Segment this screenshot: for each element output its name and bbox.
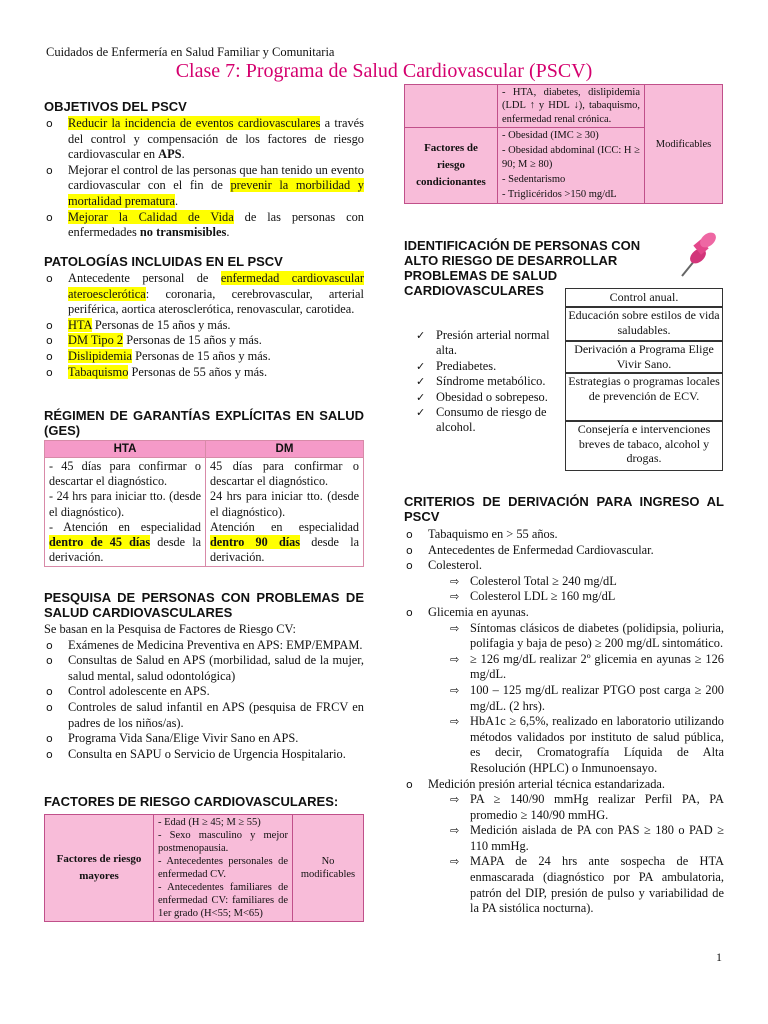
criterios-section: [404, 494, 724, 917]
check-item: ✓ Obesidad o sobrepeso.: [416, 389, 548, 404]
factores-section: [44, 794, 364, 922]
objetivo-item: o Reducir la incidencia de eventos cardiovasculares a través del control y compensación de los factores de riesgo cardiovascular en APS.: [44, 116, 364, 163]
check-item: ✓ Síndrome metabólico.: [416, 374, 546, 389]
patologia-item: o Tabaquismo Personas de 55 años y más.: [44, 365, 364, 381]
sub-criterio: ⇨ Medición aislada de PA con PAS ≥ 180 o PAD ≥ 110 mmHg.: [450, 823, 724, 853]
pesquisa-intro: Se basan en la Pesquisa de Factores de Riesgo CV:: [44, 622, 297, 636]
objetivo-item: o Mejorar el control de las personas que han tenido un evento cardiovascular con el fin de prevenir la morbilidad y mortalidad prematura.: [44, 163, 364, 210]
patologias-section: [44, 254, 364, 380]
arrow-right-icon: ⇨: [450, 824, 460, 838]
condicionantes-list: - Obesidad (IMC ≥ 30) - Obesidad abdominal (ICC: H ≥ 90; M ≥ 80) - Sedentarismo - Triglicéridos >150 mg/dL: [498, 128, 645, 204]
objetivos-heading: OBJETIVOS DEL PSCV: [44, 99, 187, 114]
arrow-right-icon: ⇨: [450, 715, 460, 729]
sub-criterio: ⇨ Colesterol LDL ≥ 160 mg/dL: [450, 589, 616, 604]
check-icon: ✓: [416, 390, 426, 404]
factores-mayores-table: [44, 814, 364, 922]
criterio-item: o Glicemia en ayunas. ⇨ Síntomas clásicos de diabetes (polidipsia, poliuria, polifagia y baja de peso) ≥ 200 mg/dL sintomático. ⇨ ≥ 126 mg/dL realizar 2º glicemia en ayunas ≥ 126 mg/dL. ⇨ 100 – 125 mg/dL realizar PTGO post carga ≥ 200 mg/dL. (2 hrs). ⇨ HbA1c ≥ 6,5%, realizado en laboratorio utilizando métodos validados por instituto de salud pública, es decir, Cromatografía Líquida de Alta Resolución (HPLC) o Inmunoensayo.: [404, 605, 724, 777]
arrow-right-icon: ⇨: [450, 793, 460, 807]
page-title: Clase 7: Programa de Salud Cardiovascular (PSCV): [175, 60, 593, 82]
patologia-item: o Dislipidemia Personas de 15 años y más.: [44, 349, 364, 365]
ges-hta-cell: - 45 días para confirmar o descartar el diagnóstico. - 24 hrs para iniciar tto. (desde el diagnóstico). - Atención en especialidad dentro de 45 días desde la derivación.: [45, 458, 206, 567]
factores-condicionantes-table: [404, 84, 723, 204]
sub-criterio: ⇨ HbA1c ≥ 6,5%, realizado en laboratorio utilizando métodos validados por instituto de salud pública, es decir, Cromatografía Líquida de Alta Resolución (HPLC) o Inmunoensayo.: [450, 714, 724, 775]
check-item: ✓ Prediabetes.: [416, 358, 497, 373]
identificacion-heading: IDENTIFICACIÓN DE PERSONAS CON ALTO RIESGO DE DESARROLLAR PROBLEMAS DE SALUD CARDIOVASCULARES: [404, 238, 641, 298]
mayores-label: Factores de riesgo mayores: [45, 815, 154, 922]
mayores-list: - Edad (H ≥ 45; M ≥ 55) - Sexo masculino y mejor postmenopausia. - Antecedentes personales de enfermedad CV. - Antecedentes familiares de enfermedad CV: familiares de 1er grado (H<55; M<65): [154, 815, 293, 922]
accion-box: Derivación a Programa Elige Vivir Sano.: [565, 341, 723, 373]
arrow-right-icon: ⇨: [450, 574, 460, 588]
ges-col-dm: DM: [206, 441, 364, 458]
patologia-item: o Antecedente personal de enfermedad cardiovascular ateroesclerótica: coronaria, cerebrovascular, arterial periférica, aortica aterosclerótica, renovascular, carotidea.: [44, 271, 364, 318]
patologia-item: o DM Tipo 2 Personas de 15 años y más.: [44, 333, 364, 349]
mayores-cont-cell: - HTA, diabetes, dislipidemia (LDL ↑ y HDL ↓), tabaquismo, enfermedad renal crónica.: [498, 85, 645, 128]
ges-table: [44, 440, 364, 567]
arrow-right-icon: ⇨: [450, 590, 460, 604]
ges-dm-cell: 45 días para confirmar o descartar el diagnóstico. 24 hrs para iniciar tto. (desde el diagnóstico). Atención en especialidad dentro 90 días desde la derivación.: [206, 458, 364, 567]
objetivos-section: [44, 99, 364, 241]
accion-box: Educación sobre estilos de vida saludables.: [565, 307, 723, 341]
pesquisa-item: o Consulta en SAPU o Servicio de Urgencia Hospitalario.: [44, 747, 364, 763]
check-icon: ✓: [416, 329, 426, 342]
pesquisa-item: o Exámenes de Medicina Preventiva en APS: EMP/EMPAM.: [44, 638, 364, 654]
modificables-label: Modificables: [645, 85, 723, 204]
arrow-right-icon: ⇨: [450, 855, 460, 869]
check-item: ✓ Consumo de riesgo de alcohol.: [416, 405, 547, 435]
course-name: Cuidados de Enfermería en Salud Familiar y Comunitaria: [46, 45, 335, 59]
pesquisa-section: [44, 590, 364, 762]
arrow-right-icon: ⇨: [450, 652, 460, 666]
patologias-heading: PATOLOGÍAS INCLUIDAS EN EL PSCV: [44, 254, 283, 269]
accion-box: Control anual.: [565, 288, 723, 307]
ges-section: [44, 408, 364, 567]
criterio-item: o Colesterol. ⇨ Colesterol Total ≥ 240 mg/dL ⇨ Colesterol LDL ≥ 160 mg/dL: [404, 558, 724, 605]
criterios-heading: CRITERIOS DE DERIVACIÓN PARA INGRESO AL PSCV: [404, 494, 724, 524]
condicionantes-label: Factores de riesgo condicionantes: [405, 128, 498, 204]
check-item: ✓ Presión arterial normal alta.: [416, 328, 550, 358]
pesquisa-heading: PESQUISA DE PERSONAS CON PROBLEMAS DE SALUD CARDIOVASCULARES: [44, 590, 364, 620]
accion-box: Consejería e intervenciones breves de tabaco, alcohol y drogas.: [565, 421, 723, 471]
sub-criterio: ⇨ Síntomas clásicos de diabetes (polidipsia, poliuria, polifagia y baja de peso) ≥ 200 mg/dL sintomático.: [450, 620, 724, 651]
pesquisa-item: o Control adolescente en APS.: [44, 684, 364, 700]
objetivo-item: o Mejorar la Calidad de Vida de las personas con enfermedades no transmisibles.: [44, 210, 364, 241]
check-icon: ✓: [416, 375, 426, 389]
check-icon: ✓: [416, 406, 426, 420]
pesquisa-item: o Programa Vida Sana/Elige Vivir Sano en APS.: [44, 731, 364, 747]
factores-heading: FACTORES DE RIESGO CARDIOVASCULARES:: [44, 794, 339, 809]
sub-criterio: ⇨ PA ≥ 140/90 mmHg realizar Perfil PA, PA promedio ≥ 140/90 mmHG.: [450, 792, 724, 822]
pesquisa-item: o Consultas de Salud en APS (morbilidad, salud de la mujer, salud mental, salud odontológica): [44, 653, 364, 684]
sub-criterio: ⇨ 100 – 125 mg/dL realizar PTGO post carga ≥ 200 mg/dL. (2 hrs).: [450, 682, 724, 713]
sub-criterio: ⇨ ≥ 126 mg/dL realizar 2º glicemia en ayunas ≥ 126 mg/dL.: [450, 651, 724, 682]
identificacion-checks: [404, 328, 564, 436]
arrow-right-icon: ⇨: [450, 621, 460, 635]
check-icon: ✓: [416, 359, 426, 373]
criterio-item: o Tabaquismo en > 55 años.: [404, 527, 724, 543]
accion-box: Estrategias o programas locales de prevención de ECV.: [565, 373, 723, 421]
patologia-item: o HTA Personas de 15 años y más.: [44, 318, 364, 334]
pesquisa-item: o Controles de salud infantil en APS (pesquisa de FRCV en padres de los niños/as).: [44, 700, 364, 731]
ges-col-hta: HTA: [45, 441, 206, 458]
page-number: 1: [716, 950, 722, 964]
no-modificables-label: No modificables: [293, 815, 364, 922]
sub-criterio: ⇨ Colesterol Total ≥ 240 mg/dL: [450, 573, 617, 588]
criterio-item: o Medición presión arterial técnica estandarizada. ⇨ PA ≥ 140/90 mmHg realizar Perfil PA, PA promedio ≥ 140/90 mmHG. ⇨ Medición aislada de PA con PAS ≥ 180 o PAD ≥ 110 mmHg. ⇨ MAPA de 24 hrs ante sospecha de HTA enmascarada (diagnóstico por PA ambulatoria, patrón del DIP, presión de pulso y variabilidad de la PA sistólica nocturna).: [404, 777, 724, 917]
ges-heading: RÉGIMEN DE GARANTÍAS EXPLÍCITAS EN SALUD (GES): [44, 408, 364, 438]
sub-criterio: ⇨ MAPA de 24 hrs ante sospecha de HTA enmascarada (diagnóstico por PA ambulatoria, patrón del DIP, presión de pulso y variabilidad de la PA sistólica nocturna).: [450, 854, 724, 916]
pushpin-icon: [676, 232, 720, 280]
arrow-right-icon: ⇨: [450, 683, 460, 697]
criterio-item: o Antecedentes de Enfermedad Cardiovascular.: [404, 543, 724, 559]
